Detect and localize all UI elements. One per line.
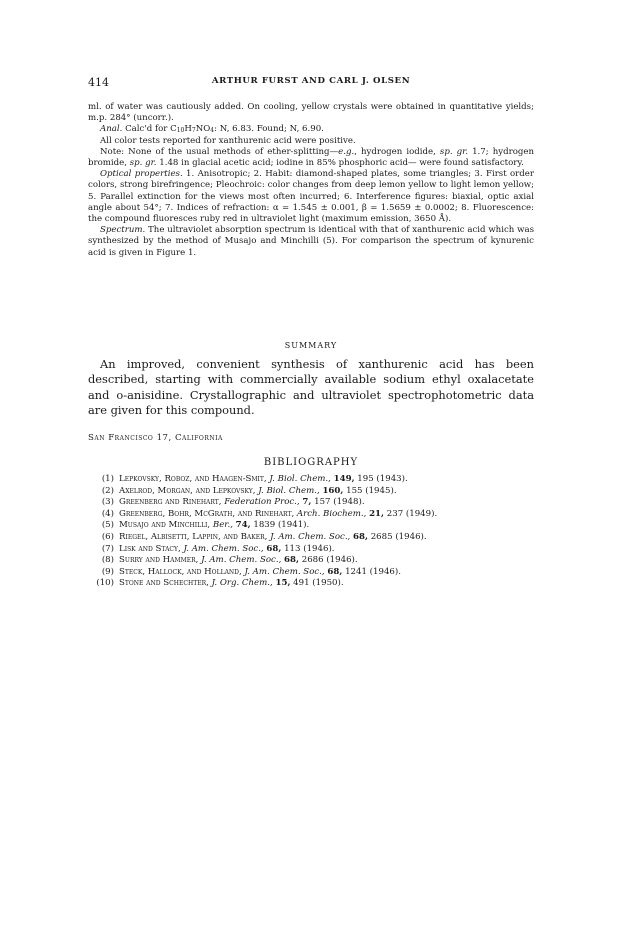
- anal-label: Anal.: [100, 124, 123, 135]
- optical-text: 1. Anisotropic; 2. Habit: diamond-shaped plates, some triangles; 3. First order colors, strong birefringence; Pleochroic: color changes from deep lemon yellow to light lemon yellow; 5. Parallel extinction for the views most often incurred; 6. Interference figures: biaxial, optic axial angle about 54°; 7. Indices of refraction: α = 1.545 ± 0.001, β = 1.5659 ± 0.0002; 8. Fluorescence: the compound fluoresces ruby red in ultraviolet light (maximum emission, 3650 Å).: [88, 169, 534, 225]
- reference-number: (5): [101, 520, 114, 531]
- reference-journal: J. Org. Chem.,: [211, 578, 273, 589]
- reference-volume: 149,: [333, 474, 355, 484]
- reference-number: (10): [96, 578, 114, 589]
- reference-authors: Lepkovsky, Roboz, and Haagen-Smit,: [119, 474, 267, 484]
- reference-pages-year: 113 (1946).: [281, 543, 335, 554]
- reference-item: [94, 578, 534, 590]
- note-pre: Note: None of the usual methods of ether-splitting—: [100, 146, 339, 157]
- reference-pages-year: 1241 (1946).: [342, 566, 401, 577]
- summary-text: An improved, convenient synthesis of xanthurenic acid has been described, starting with commercially available sodium ethyl oxalacetate and o-anisidine. Crystallographic and ultraviolet spectrophotometric data are given for this compound.: [88, 357, 534, 418]
- reference-journal: Arch. Biochem.,: [296, 508, 367, 519]
- reference-item: [94, 520, 534, 532]
- note-post: 1.48 in glacial acetic acid; iodine in 85% phosphoric acid— were found satisfactory.: [156, 158, 524, 169]
- reference-pages-year: 2685 (1946).: [367, 531, 427, 542]
- paragraph-crystals: ml. of water was cautiously added. On cooling, yellow crystals were obtained in quantitative yields; m.p. 284° (uncorr.).: [88, 102, 534, 124]
- reference-authors: Axelrod, Morgan, and Lepkovsky,: [119, 485, 256, 496]
- reference-authors: Stone and Schechter,: [119, 578, 209, 589]
- bibliography-list: [94, 474, 534, 590]
- anal-post: : N, 6.83. Found; N, 6.90.: [214, 124, 324, 135]
- reference-item: [94, 567, 534, 579]
- reference-authors: Surry and Hammer,: [119, 555, 199, 566]
- reference-number: (4): [101, 508, 114, 519]
- page-header: [88, 76, 534, 88]
- reference-number: (2): [101, 485, 114, 496]
- note-mid1: , hydrogen iodide,: [354, 146, 440, 157]
- reference-pages-year: 491 (1950).: [290, 578, 344, 589]
- reference-volume: 68,: [266, 543, 282, 554]
- reference-journal: Ber.,: [212, 520, 233, 531]
- reference-number: (3): [101, 497, 114, 508]
- reference-item: [94, 486, 534, 498]
- reference-pages-year: 195 (1943).: [354, 474, 408, 484]
- reference-pages-year: 237 (1949).: [384, 508, 438, 519]
- reference-authors: Greenberg and Rinehart,: [119, 497, 222, 508]
- paragraph-optical: [88, 169, 534, 225]
- note-eg: e.g.: [338, 146, 355, 157]
- reference-journal: J. Biol. Chem.,: [258, 485, 320, 496]
- reference-journal: J. Am. Chem. Soc.,: [201, 555, 282, 566]
- reference-journal: J. Am. Chem. Soc.,: [244, 566, 325, 577]
- optical-label: Optical properties.: [100, 169, 183, 180]
- note-sp2: sp. gr.: [129, 158, 157, 169]
- reference-volume: 160,: [322, 485, 344, 496]
- reference-item: [94, 509, 534, 521]
- reference-item: [94, 555, 534, 567]
- reference-journal: J. Am. Chem. Soc.,: [183, 543, 264, 554]
- summary-section: [88, 357, 534, 419]
- reference-pages-year: 2686 (1946).: [299, 555, 358, 566]
- reference-journal: Federation Proc.,: [224, 497, 300, 508]
- reference-item: [94, 474, 534, 486]
- anal-h: H: [184, 124, 192, 135]
- reference-number: (6): [101, 531, 114, 542]
- paragraph-note: [88, 147, 534, 169]
- summary-heading: SUMMARY: [284, 341, 338, 350]
- running-head: ARTHUR FURST AND CARL J. OLSEN: [211, 76, 411, 86]
- anal-sub-c: 10: [176, 127, 185, 135]
- reference-volume: 74,: [235, 520, 251, 531]
- note-sp1: sp. gr.: [439, 146, 469, 157]
- page-number: 414: [88, 76, 109, 89]
- reference-volume: 21,: [369, 508, 385, 519]
- anal-sub-h: 7: [191, 127, 196, 135]
- anal-no: NO: [195, 124, 211, 135]
- reference-pages-year: 1839 (1941).: [250, 520, 310, 531]
- reference-item: [94, 544, 534, 556]
- reference-volume: 7,: [302, 497, 312, 508]
- experimental-text: [88, 102, 534, 259]
- reference-pages-year: 155 (1945).: [343, 485, 397, 496]
- author-location: San Francisco 17, California: [88, 433, 223, 443]
- reference-number: (9): [101, 566, 114, 577]
- reference-volume: 68,: [284, 555, 299, 566]
- reference-pages-year: 157 (1948).: [311, 497, 365, 508]
- reference-journal: J. Am. Chem. Soc.,: [270, 531, 351, 542]
- reference-item: [94, 497, 534, 509]
- reference-journal: J. Biol. Chem.,: [269, 474, 331, 484]
- reference-number: (1): [101, 474, 114, 484]
- paragraph-color-tests: All color tests reported for xanthurenic acid were positive.: [100, 135, 356, 146]
- bibliography-heading: BIBLIOGRAPHY: [263, 457, 359, 468]
- reference-authors: Musajo and Minchilli,: [119, 520, 211, 531]
- reference-number: (8): [101, 555, 114, 566]
- reference-volume: 15,: [275, 578, 291, 589]
- spectrum-label: Spectrum.: [100, 225, 146, 236]
- reference-authors: Steck, Hallock, and Holland,: [119, 566, 242, 577]
- spectrum-text: The ultraviolet absorption spectrum is identical with that of xanthurenic acid which was synthesized by the method of Musajo and Minchilli (5). For comparison the spectrum of kynurenic acid is given in Figure 1.: [88, 225, 534, 258]
- reference-authors: Riegel, Albisetti, Lappin, and Baker,: [119, 531, 268, 542]
- anal-pre: Calc'd for C: [122, 124, 177, 135]
- reference-number: (7): [101, 543, 114, 554]
- reference-volume: 68,: [327, 566, 343, 577]
- note-mid2: 1.7; hydrogen bromide,: [88, 146, 535, 169]
- reference-authors: Lisk and Stacy,: [119, 543, 181, 554]
- anal-sub-o: 4: [210, 127, 215, 135]
- reference-volume: 68,: [353, 531, 368, 542]
- reference-item: [94, 532, 534, 544]
- reference-authors: Greenberg, Bohr, McGrath, and Rinehart,: [119, 508, 295, 519]
- paragraph-spectrum: [88, 225, 534, 259]
- paragraph-analysis: [88, 124, 534, 135]
